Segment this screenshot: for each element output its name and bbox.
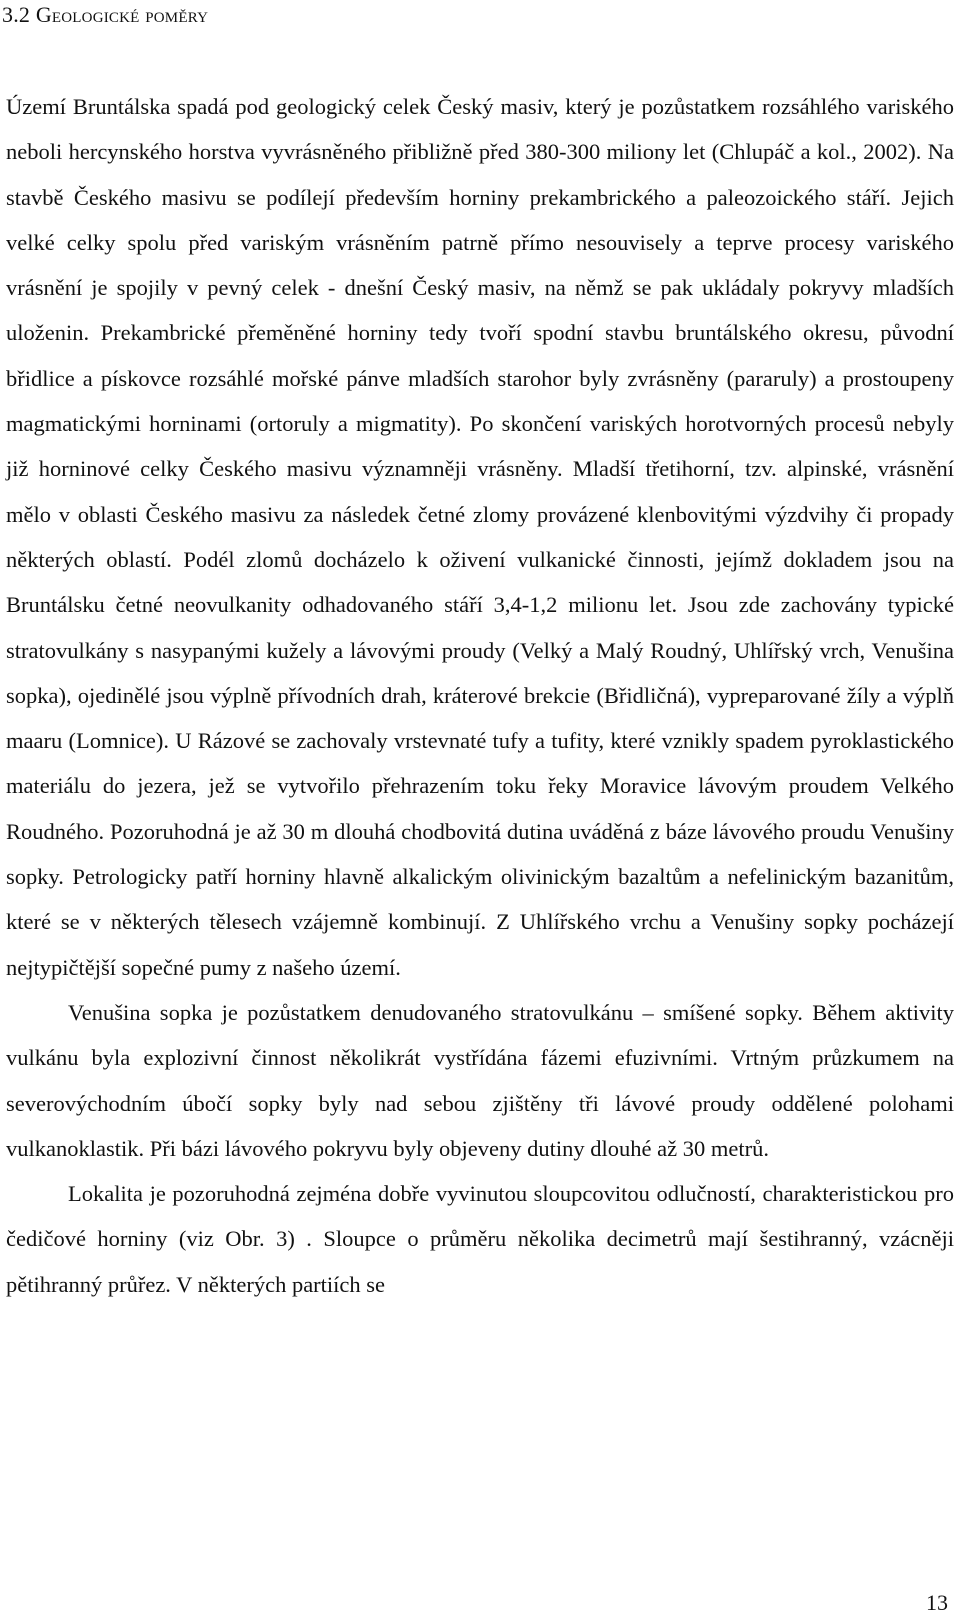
- body-text: [6, 84, 954, 1307]
- page-number: 13: [926, 1590, 948, 1615]
- section-number: 3.2: [2, 2, 31, 27]
- section-title: Geologické poměry: [35, 2, 209, 27]
- paragraph: Lokalita je pozoruhodná zejména dobře vyvinutou sloupcovitou odlučností, charakteristickou pro čedičové horniny (viz Obr. 3) . Sloupce o průměru několika decimetrů mají šestihranný, vzácněji pětihranný průřez. V některých partiích se: [6, 1181, 954, 1297]
- section-heading: [2, 2, 208, 28]
- paragraph: Území Bruntálska spadá pod geologický celek Český masiv, který je pozůstatkem rozsáhlého variského neboli hercynského horstva vyvrásněného přibližně před 380-300 miliony let (Chlupáč a kol., 2002). Na stavbě Českého masivu se podílejí především horniny prekambrického a paleozoického stáří. Jejich velké celky spolu před variským vrásněním patrně přímo nesouvisely a teprve procesy variského vrásnění je spojily v pevný celek - dnešní Český masiv, na němž se pak ukládaly pokryvy mladších uloženin. Prekambrické přeměněné horniny tedy tvoří spodní stavbu bruntálského okresu, původní břidlice a pískovce rozsáhlé mořské pánve mladších starohor byly zvrásněny (pararuly) a prostoupeny magmatickými horninami (ortoruly a migmatity). Po skončení variských horotvorných procesů nebyly již horninové celky Českého masivu významněji vrásněny. Mladší třetihorní, tzv. alpinské, vrásnění mělo v oblasti Českého masivu za následek četné zlomy provázené klenbovitými výzdvihy či propady některých oblastí. Podél zlomů docházelo k oživení vulkanické činnosti, jejímž dokladem jsou na Bruntálsku četné neovulkanity odhadovaného stáří 3,4-1,2 milionu let. Jsou zde zachovány typické stratovulkány s nasypanými kužely a lávovými proudy (Velký a Malý Roudný, Uhlířský vrch, Venušina sopka), ojedinělé jsou výplně přívodních drah, kráterové brekcie (Břidličná), vypreparované žíly a výplň maaru (Lomnice). U Rázové se zachovaly vrstevnaté tufy a tufity, které vznikly spadem pyroklastického materiálu do jezera, jež se vytvořilo přehrazením toku řeky Moravice lávovým proudem Velkého Roudného. Pozoruhodná je až 30 m dlouhá chodbovitá dutina uváděná z báze lávového proudu Venušiny sopky. Petrologicky patří horniny hlavně alkalickým olivinickým bazaltům a nefelinickým bazanitům, které se v některých tělesech vzájemně kombinují. Z Uhlířského vrchu a Venušiny sopky pocházejí nejtypičtější sopečné pumy z našeho území.: [6, 94, 954, 980]
- paragraph: Venušina sopka je pozůstatkem denudovaného stratovulkánu – smíšené sopky. Během aktivity vulkánu byla explozivní činnost několikrát vystřídána fázemi efuzivními. Vrtným průzkumem na severovýchodním úbočí sopky byly nad sebou zjištěny tři lávové proudy oddělené polohami vulkanoklastik. Při bázi lávového pokryvu byly objeveny dutiny dlouhé až 30 metrů.: [6, 999, 954, 1161]
